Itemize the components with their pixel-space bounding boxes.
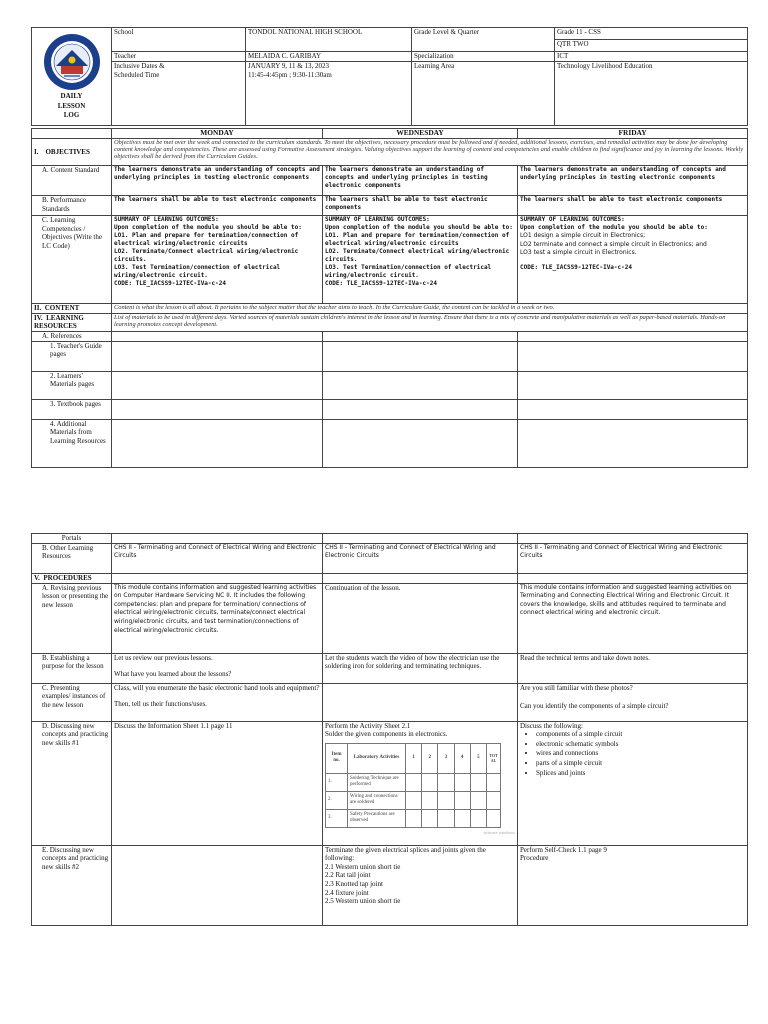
teacher-guide-label: 1. Teacher's Guide pages [32,341,112,371]
activity-row-3-c5 [470,809,486,827]
dates-value-line-2: 11:45-4:45pm ; 9:30-11:30am [248,70,332,79]
activity-row-1-c4 [454,773,470,791]
procedure-b-monday-line-2: What have you learned about the lessons? [114,670,232,679]
activity-row-3-total [487,809,501,827]
dates-value [246,62,412,126]
lesson-table-part-1 [31,128,748,468]
activity-row-1-total [487,773,501,791]
activity-table [325,743,501,828]
specialization-value: ICT [555,52,748,62]
comp-monday-title: SUMMARY OF LEARNING OUTCOMES: [114,216,219,223]
procedure-e-item-3: 2.3 Knotted tap joint [325,879,383,888]
comp-monday-lo3: LO3. Test Termination/connection of electrical wiring/electronic circuit. [114,264,281,279]
content-label: CONTENT [44,304,80,312]
procedures-label-cell [32,573,112,583]
dates-value-line-1: JANUARY 9, 11 & 13, 2023 [248,62,329,70]
comp-friday-intro: Upon completion of the module you should be able to: [520,224,708,231]
resources-num: IV. [34,313,43,322]
list-item: • electronic schematic symbols [536,740,745,750]
teacher-guide-monday [112,341,323,371]
activity-row-2-c2 [422,791,438,809]
dll-title-line-3: LOG [63,111,80,119]
deped-seal-icon [42,32,102,92]
procedure-d-friday-list [536,730,745,778]
references-friday [518,331,748,341]
list-item: • parts of a simple circuit [536,759,745,769]
activity-row [326,809,501,827]
content-standard-monday: The learners demonstrate an understanding of concepts and underlying principles in testing electronic components [112,166,323,196]
procedure-b-friday: Read the technical terms and take down notes. [518,653,748,683]
activity-row [326,773,501,791]
activity-row-2-text: Wiring and connections are soldered [348,791,406,809]
references-label: A. References [32,331,112,341]
activity-row-3-c1 [406,809,422,827]
day-header-friday: FRIDAY [518,129,748,139]
activity-col-1: 1 [406,743,422,773]
textbook-wednesday [323,399,518,419]
procedures-monday [112,573,323,583]
logo-cell [32,28,112,126]
activity-row-2-c4 [454,791,470,809]
activity-row-2-no: 2. [326,791,348,809]
procedure-e-item-5: 2.5 Western union short tie [325,897,401,906]
textbook-label: 3. Textbook pages [32,399,112,419]
portals-wednesday [323,534,518,544]
comp-friday-code: CODE: TLE_IACSS9-12TEC-IVa-c-24 [520,263,632,271]
learning-area-label: Learning Area [412,62,555,126]
comp-monday-intro: Upon completion of the module you should be able to: [114,224,302,231]
resources-text: List of materials to be used in different days. Varied sources of materials sustain children's interest in the lesson and in learning. Ensure that there is a mix of concrete and manipulative materials as well as paper-based materials. Hands-on learning promotes concept development. [112,313,748,331]
grade-label: Grade Level & Quarter [412,28,555,52]
activity-col-3: 3 [438,743,454,773]
comp-wednesday-lo1: LO1. Plan and prepare for termination/connection of electrical wiring/electronic circuits [325,232,510,247]
objectives-label-cell [32,139,112,166]
day-header-monday: MONDAY [112,129,323,139]
comp-friday-lo2: LO2 terminate and connect a simple circuit in Electronics; and [520,240,707,248]
procedure-a-friday: This module contains information and suggested learning activities on Terminating and Connecting Electrical Wiring and Electronic Circuit. It covers the knowledge, skills and attitudes required to terminate and connect electrical wiring and electronic circuit. [518,583,748,653]
activity-row-1-c2 [422,773,438,791]
procedure-e-friday-line-2: Procedure [520,854,549,863]
learner-materials-wednesday [323,371,518,399]
activity-row-1-text: Soldering Technique are performed [348,773,406,791]
dates-label-line-1: Inclusive Dates & [114,62,165,70]
comp-wednesday-code: CODE: TLE_IACSS9-12TEC-IVa-c-24 [325,280,437,287]
content-standard-wednesday: The learners demonstrate an understanding of concepts and underlying principles in testing electronic components [323,166,518,196]
additional-wednesday [323,419,518,467]
activity-row-3-c3 [438,809,454,827]
other-resources-monday: CHS II - Terminating and Connect of Electrical Wiring and Electronic Circuits [112,543,323,573]
procedure-e-friday-line-1: Perform Self-Check 1.1 page 9 [520,845,607,854]
activity-row-1-no: 1. [326,773,348,791]
competencies-wednesday [323,216,518,304]
activity-row-2-c3 [438,791,454,809]
comp-monday-code: CODE: TLE_IACSS9-12TEC-IVa-c-24 [114,280,226,287]
additional-monday [112,419,323,467]
portals-monday [112,534,323,544]
portals-friday [518,534,748,544]
list-item: • Splices and joints [536,769,745,779]
other-resources-friday: CHS II - Terminating and Connect of Electrical Wiring and Electronic Circuits [518,543,748,573]
activity-row-3-no: 3. [326,809,348,827]
portals-label: Portals [32,534,112,544]
activity-row-2-c1 [406,791,422,809]
procedure-c-monday [112,683,323,721]
learner-materials-friday [518,371,748,399]
textbook-friday [518,399,748,419]
competencies-monday [112,216,323,304]
procedure-a-wednesday: Continuation of the lesson. [323,583,518,653]
activity-row-3-text: Safety Precautions are observed [348,809,406,827]
procedure-a-label: A. Revising previous lesson or presenting the new lesson [32,583,112,653]
performance-standard-label: B. Performance Standards [32,196,112,216]
procedure-d-wednesday [323,721,518,845]
comp-friday-title: SUMMARY OF LEARNING OUTCOMES: [520,216,625,223]
quarter-value: QTR TWO [555,40,748,52]
grade-value: Grade 11 - CSS [555,28,748,40]
procedure-b-monday [112,653,323,683]
procedure-d-wednesday-line-2: Solder the given components in electronics. [325,730,448,739]
performance-standard-monday: The learners shall be able to test electronic components [112,196,323,216]
list-item: • components of a simple circuit [536,730,745,740]
procedure-c-monday-line-1: Class, will you enumerate the basic electronic hand tools and equipment? [114,683,320,692]
comp-friday-lo3: LO3 test a simple circuit in Electronics. [520,249,637,257]
procedure-b-label: B. Establishing a purpose for the lesson [32,653,112,683]
activity-row-1-c3 [438,773,454,791]
procedure-b-monday-line-1: Let us review our previous lessons. [114,653,213,662]
content-num: II. [34,304,42,312]
dates-label [112,62,246,126]
procedure-a-monday: This module contains information and suggested learning activities on Computer Hardware Servicing NC II. It includes the following competencies: plan and prepare for termination/ connections of electrical wiring/electronic circuits, terminate/connect electrical wiring/electronic circuits, and test termination/connections of electrical wiring/electronic circuits. [112,583,323,653]
activity-row-2-total [487,791,501,809]
list-item: • wires and connections [536,749,745,759]
procedure-e-wednesday-title: Terminate the given electrical splices and joints given the following: [325,845,486,863]
dates-label-line-2: Scheduled Time [114,70,160,79]
activity-row-3-c4 [454,809,470,827]
activity-row-2-c5 [470,791,486,809]
teacher-value: MELAIDA C. GARIBAY [246,52,412,62]
lesson-table-part-2 [31,533,748,926]
procedure-d-friday-title: Discuss the following: [520,721,583,730]
comp-wednesday-lo2: LO2. Terminate/Connect electrical wiring/electronic circuits. [325,248,510,263]
procedure-b-wednesday: Let the students watch the video of how the electrician use the soldering iron for soldering and terminating techniques. [323,653,518,683]
procedure-e-item-1: 2.1 Western union short tie [325,862,401,871]
content-text: Content is what the lesson is all about. It pertains to the subject matter that the teacher aims to teach. In the Curriculum Guide, the content can be tackled in a week or two. [112,304,748,314]
comp-wednesday-title: SUMMARY OF LEARNING OUTCOMES: [325,216,430,223]
activity-col-total: TOTAL [487,743,501,773]
school-label: School [112,28,246,52]
procedure-d-friday [518,721,748,845]
objectives-text: Objectives must be met over the week and connected to the curriculum standards. To meet the objectives, necessary procedure must be followed and if needed, additional lessons, exercises, and remedial activities may be done for developing content knowledge and competencies. These are assessed using Formative Assessment strategies. Valuing objectives support the learning of content and competencies and enable children to find significance and joy in learning the lessons. Weekly objectives shall be derived from the Curriculum Guides. [112,139,748,166]
activity-col-4: 4 [454,743,470,773]
procedure-d-label: D. Discussing new concepts and practicing new skills #1 [32,721,112,845]
procedures-num: V. [34,573,40,582]
textbook-monday [112,399,323,419]
comp-wednesday-intro: Upon completion of the module you should be able to: [325,224,513,231]
school-value: TONDOL NATIONAL HIGH SCHOOL [246,28,412,52]
procedure-e-monday [112,845,323,925]
procedure-e-item-4: 2.4 fixture joint [325,888,369,897]
activity-col-5: 5 [470,743,486,773]
references-wednesday [323,331,518,341]
comp-friday-lo1: LO1 design a simple circuit in Electronics; [520,232,646,239]
activity-col-activity: Laboratory Activities [348,743,406,773]
performance-standard-friday: The learners shall be able to test electronic components [518,196,748,216]
teacher-guide-wednesday [323,341,518,371]
activity-watermark: activate windows [483,829,515,835]
resources-label: LEARNING RESOURCES [34,313,84,331]
performance-standard-wednesday: The learners shall be able to test electronic components [323,196,518,216]
learner-materials-label: 2. Learners' Materials pages [32,371,112,399]
day-header-wednesday: WEDNESDAY [323,129,518,139]
comp-monday-lo2: LO2. Terminate/Connect electrical wiring/electronic circuits. [114,248,299,263]
procedure-e-wednesday [323,845,518,925]
procedure-d-monday: Discuss the Information Sheet 1.1 page 11 [112,721,323,845]
activity-row-1-c1 [406,773,422,791]
teacher-guide-friday [518,341,748,371]
activity-col-item: Item no. [326,743,348,773]
content-standard-label: A. Content Standard [32,166,112,196]
comp-wednesday-lo3: LO3. Test Termination/connection of electrical wiring/electronic circuit. [325,264,492,279]
references-monday [112,331,323,341]
procedure-c-monday-line-2: Then, tell us their functions/uses. [114,700,207,709]
procedure-e-item-2: 2.2 Rat tail joint [325,871,371,880]
procedure-c-friday-line-2: Can you identify the components of a simple circuit? [520,702,669,711]
dll-title-line-2: LESSON [57,101,86,110]
learner-materials-monday [112,371,323,399]
procedures-friday [518,573,748,583]
procedures-label: PROCEDURES [43,573,92,582]
procedure-e-label: E. Discussing new concepts and practicing new skills #2 [32,845,112,925]
resources-label-cell [32,313,112,331]
objectives-label: OBJECTIVES [45,147,90,156]
procedure-d-wednesday-line-1: Perform the Activity Sheet 2.1 [325,721,411,730]
other-resources-label: B. Other Learning Resources [32,543,112,573]
additional-friday [518,419,748,467]
procedure-c-wednesday [323,683,518,721]
specialization-label: Specialization [412,52,555,62]
competencies-friday [518,216,748,304]
corner-cell [32,129,112,139]
objectives-num: I. [34,147,39,156]
procedure-c-friday [518,683,748,721]
procedure-c-label: C. Presenting examples/ instances of the new lesson [32,683,112,721]
activity-row [326,791,501,809]
content-label-cell [32,304,112,314]
header-table [31,27,748,126]
content-standard-friday: The learners demonstrate an understanding of concepts and underlying principles in testing electronic components [518,166,748,196]
competencies-label: C. Learning Competencies / Objectives (Write the LC Code) [32,216,112,304]
procedures-wednesday [323,573,518,583]
teacher-label: Teacher [112,52,246,62]
learning-area-value: Technology Livelihood Education [555,62,748,126]
procedure-c-friday-line-1: Are you still familiar with these photos? [520,683,633,692]
procedure-e-friday [518,845,748,925]
activity-row-1-c5 [470,773,486,791]
activity-col-2: 2 [422,743,438,773]
other-resources-wednesday: CHS II - Terminating and Connect of Electrical Wiring and Electronic Circuits [323,543,518,573]
activity-row-3-c2 [422,809,438,827]
comp-monday-lo1: LO1. Plan and prepare for termination/connection of electrical wiring/electronic circuits [114,232,299,247]
dll-title-line-1: DAILY [60,92,83,100]
additional-materials-label: 4. Additional Materials from Learning Resources [32,419,112,467]
